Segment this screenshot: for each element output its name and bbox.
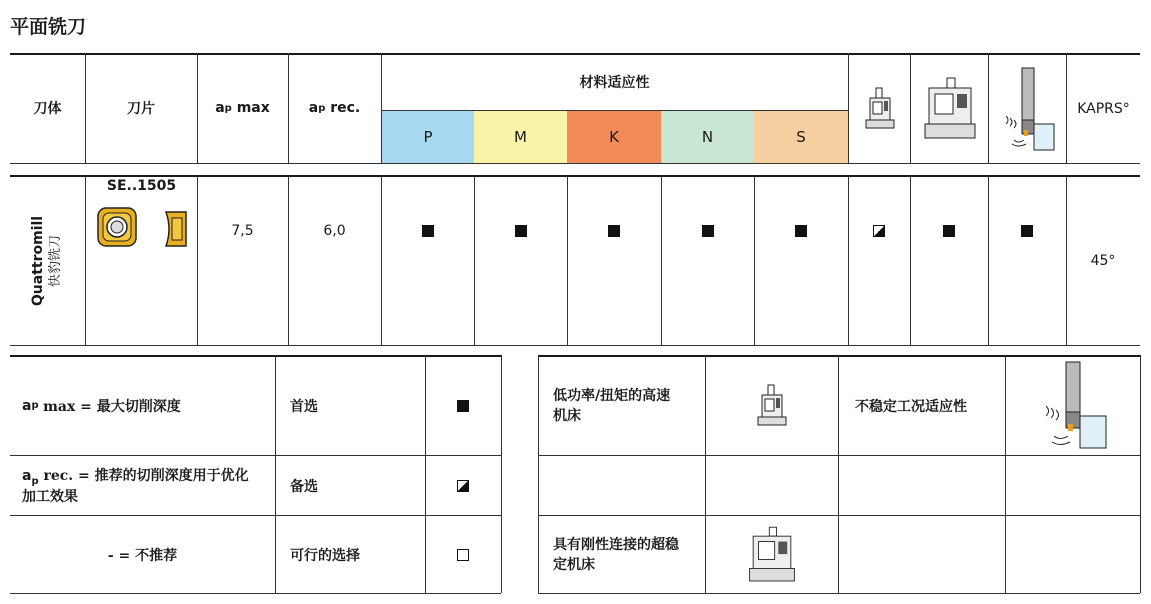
preferred-square <box>515 225 527 237</box>
material-n <box>661 111 754 163</box>
machine-large-icon <box>706 516 838 593</box>
ap-prefix: a <box>308 100 319 116</box>
possible-square <box>457 549 469 561</box>
legend-possible-label: 可行的选择 <box>290 547 360 564</box>
ap-prefix: a <box>215 100 225 116</box>
unstable-condition-icon <box>989 54 1066 163</box>
symbol-s <box>754 176 848 286</box>
symbol-machine-small <box>848 176 910 286</box>
symbol-n <box>661 176 754 286</box>
ap-max-value: 7,5 <box>231 223 254 239</box>
legend-alternative-symbol <box>425 456 501 515</box>
material-label: S <box>796 128 806 146</box>
legend-machine-rigid-line2: 定机床 <box>553 556 595 573</box>
material-label: N <box>701 128 714 146</box>
kapr-value: 45° <box>1090 252 1116 269</box>
legend-ap-rec-text2: 加工效果 <box>22 489 78 506</box>
tool-name-en: Quattromill <box>30 215 47 306</box>
legend2-bottom-border <box>538 593 1140 594</box>
material-k <box>567 111 661 163</box>
legend2-col-divider <box>538 355 539 593</box>
ap-sub: p <box>31 400 39 411</box>
legend-possible-symbol <box>425 516 501 593</box>
unstable-condition-icon <box>1006 356 1140 455</box>
ap-sub: p <box>318 102 326 114</box>
preferred-square <box>457 400 469 412</box>
material-m <box>474 111 567 163</box>
insert-cell <box>86 176 197 345</box>
ap-max-label: max <box>236 100 270 116</box>
legend-preferred-label: 首选 <box>290 398 318 415</box>
ap-prefix: a <box>22 397 32 414</box>
header-ap-max <box>197 53 288 163</box>
legend-not-recommended: - = 不推荐 <box>107 547 178 564</box>
legend-machine-high-speed-line1: 低功率/扭矩的高速 <box>553 387 671 404</box>
material-label: K <box>609 128 619 146</box>
preferred-square <box>702 225 714 237</box>
legend-col-divider <box>275 355 276 593</box>
page-title: 平面铣刀 <box>10 16 87 38</box>
header-kapr: KAPRS° <box>1077 101 1130 117</box>
legend-alternative-label: 备选 <box>290 478 318 495</box>
material-p <box>382 111 474 163</box>
header-material: 材料适应性 <box>579 74 650 91</box>
legend-machine-high-speed-line2: 机床 <box>553 407 581 424</box>
material-s <box>754 111 848 163</box>
legend-bottom-border <box>10 593 501 594</box>
legend2-row-line <box>538 455 1140 456</box>
symbol-unstable <box>988 176 1066 286</box>
preferred-square <box>422 225 434 237</box>
tool-name-cn: 快豹铣刀 <box>48 234 64 287</box>
machine-small-icon <box>849 54 910 163</box>
ap-rec-label: rec. <box>330 100 361 116</box>
symbol-p <box>381 176 474 286</box>
symbol-m <box>474 176 567 286</box>
machine-large-icon <box>911 54 988 163</box>
symbol-machine-large <box>910 176 988 286</box>
legend-ap-max-text: max = 最大切削深度 <box>43 398 181 415</box>
legend-machine-rigid <box>553 516 703 593</box>
legend-ap-rec-text: rec. = 推荐的切削深度用于优化 <box>43 467 249 484</box>
insert-icon <box>94 204 190 252</box>
ap-sub: p <box>224 102 232 114</box>
preferred-square <box>1021 225 1033 237</box>
preferred-square <box>795 225 807 237</box>
row-bottom-border <box>10 345 1140 346</box>
legend-ap-max <box>22 356 272 455</box>
tool-name <box>10 176 85 345</box>
preferred-square <box>608 225 620 237</box>
header-insert <box>85 53 197 163</box>
legend-ap-rec <box>22 456 272 515</box>
insert-code: SE..1505 <box>106 178 177 194</box>
machine-small-icon <box>706 356 838 455</box>
material-label: P <box>423 128 433 146</box>
header-body: 刀体 <box>33 101 62 117</box>
ap-prefix: a <box>22 467 32 484</box>
ap-rec-value: 6,0 <box>323 223 346 239</box>
alternative-square <box>873 225 885 237</box>
legend-unstable: 不稳定工况适应性 <box>855 398 967 415</box>
legend2-col-divider <box>1140 355 1141 593</box>
header-ap-rec <box>288 53 381 163</box>
ap-sub: p <box>31 475 39 487</box>
legend-col-divider <box>501 355 502 593</box>
symbol-k <box>567 176 661 286</box>
legend-machine-high-speed <box>553 356 703 455</box>
legend-machine-rigid-line1: 具有刚性连接的超稳 <box>553 536 679 553</box>
preferred-square <box>943 225 955 237</box>
alternative-square <box>457 480 469 492</box>
legend2-col-divider <box>838 355 839 593</box>
header-bottom-border <box>10 163 1140 164</box>
material-label: M <box>514 128 527 146</box>
legend-preferred-symbol <box>425 356 501 455</box>
header-insert-label: 刀片 <box>127 101 155 117</box>
